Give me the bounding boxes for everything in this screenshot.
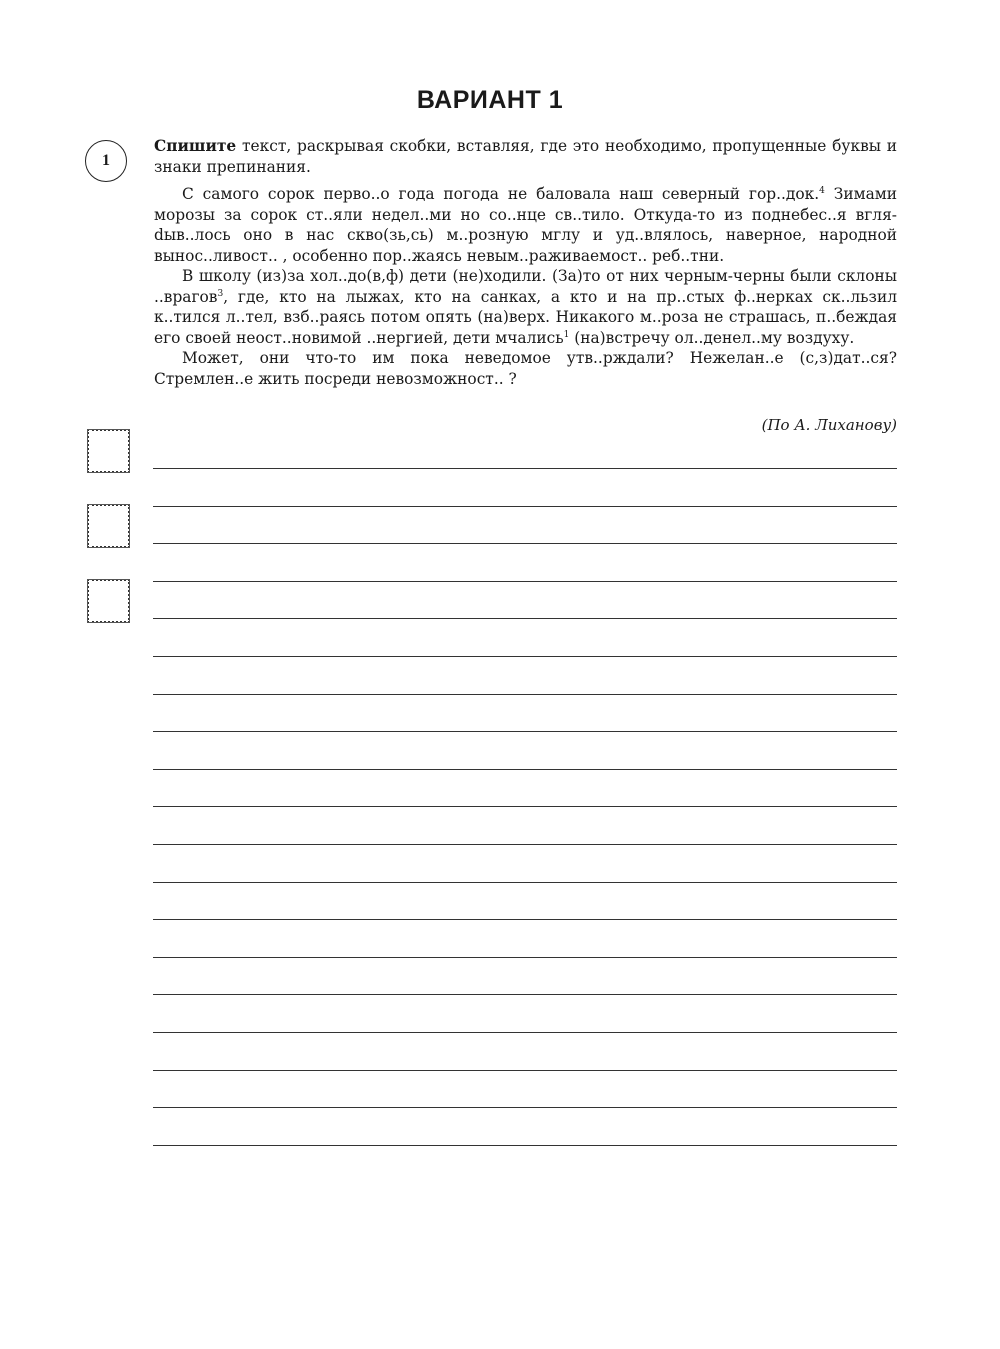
answer-line[interactable]: [153, 1032, 897, 1033]
score-checkbox-3[interactable]: [87, 579, 130, 623]
answer-line[interactable]: [153, 994, 897, 995]
paragraph-3-text: Может, они что-то им пока неведомое утв..рждали? Нежелан..е (с,з)дат..ся? Стремлен..е жить посреди невозможност.. ?: [154, 349, 897, 388]
answer-line[interactable]: [153, 844, 897, 845]
answer-line[interactable]: [153, 506, 897, 507]
answer-line[interactable]: [153, 543, 897, 544]
paragraph-1-continuation: Зимами морозы за сорок ст..яли недел..ми но со..нце св..тило. Откуда-то из поднебес..я вгляdыв..лось оно в нас скво(зь,сь) м..розную мглу и уд..влялось, наверное, народной вынос..ливост.. , особенно пор..жаясь невым..раживаемост.. реб..тни.: [154, 185, 897, 265]
instruction-verb: Спишите: [154, 137, 237, 155]
answer-line[interactable]: [153, 882, 897, 883]
score-checkbox-2[interactable]: [87, 504, 130, 548]
task-number: 1: [102, 152, 110, 169]
footnote-marker: 1: [563, 329, 570, 340]
answer-line[interactable]: [153, 694, 897, 695]
answer-line[interactable]: [153, 1145, 897, 1146]
answer-line[interactable]: [153, 769, 897, 770]
answer-line[interactable]: [153, 957, 897, 958]
answer-line[interactable]: [153, 1107, 897, 1108]
footnote-marker: 3: [217, 288, 224, 299]
text-author: (По А. Лиханову): [761, 416, 897, 434]
page-title: ВАРИАНТ 1: [416, 86, 564, 114]
answer-line[interactable]: [153, 806, 897, 807]
score-checkbox-1[interactable]: [87, 429, 130, 473]
task-number-badge: [85, 140, 127, 182]
text-paragraph-1: [154, 184, 897, 266]
answer-line[interactable]: [153, 468, 897, 469]
answer-line[interactable]: [153, 919, 897, 920]
task-text: [154, 136, 897, 389]
answer-line[interactable]: [153, 1070, 897, 1071]
text-paragraph-2: [154, 266, 897, 348]
paragraph-2-ending: (на)встречу ол..денел..му воздуху.: [569, 328, 855, 347]
answer-line[interactable]: [153, 731, 897, 732]
task-instruction: [154, 136, 897, 177]
text-paragraph-3: [154, 348, 897, 389]
paragraph-2-continuation: , где, кто на лыжах, кто на санках, а кто и на пр..стых ф..нерках ск..льзил к..тился л..тел, взб..раясь потом опять (на)верх. Никакого м..роза не страшась, п..беждая его своей неост..новимой ..нергией, дети мчались: [154, 287, 897, 347]
answer-line[interactable]: [153, 581, 897, 582]
instruction-rest: текст, раскрывая скобки, вставляя, где это необходимо, пропущенные буквы и знаки препинания.: [154, 137, 897, 176]
footnote-marker: 4: [819, 185, 825, 196]
answer-line[interactable]: [153, 618, 897, 619]
paragraph-1-text: С самого сорок перво..о года погода не баловала наш северный гор..док.: [182, 185, 820, 203]
paragraph-2-text: В школу (из)за хол..до(в,ф) дети (не)ходили. (За)то от них черным-черны были склоны ..врагов: [154, 267, 897, 306]
answer-line[interactable]: [153, 656, 897, 657]
